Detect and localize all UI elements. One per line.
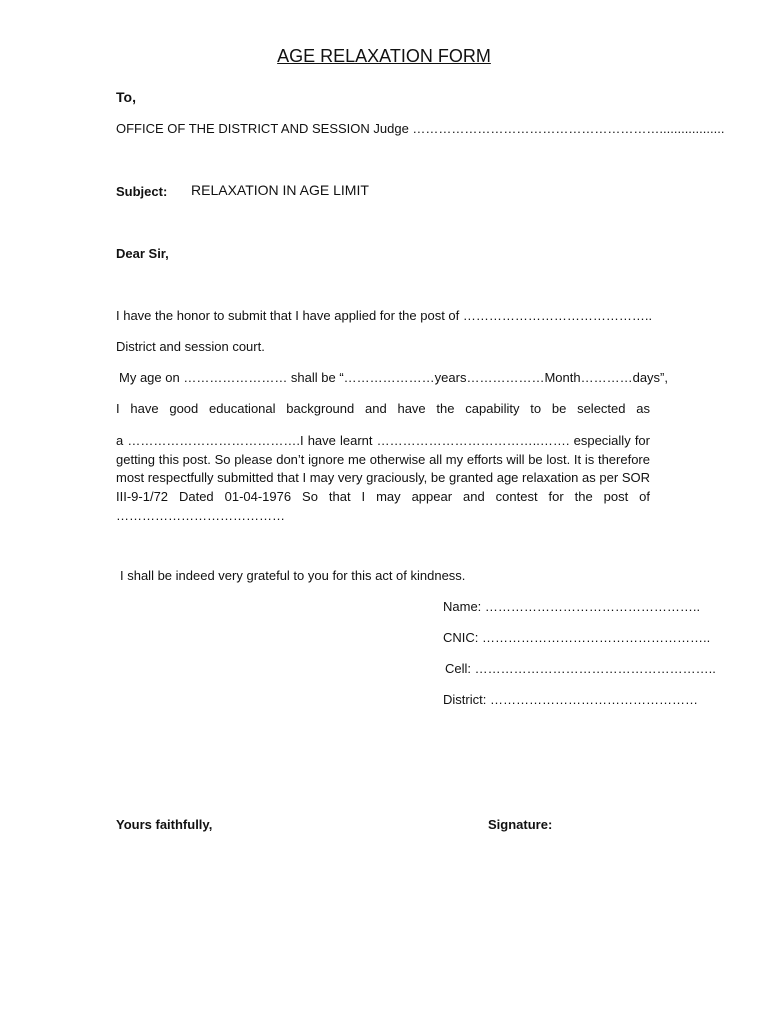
salutation: Dear Sir, <box>116 246 169 261</box>
paragraph-grateful: I shall be indeed very grateful to you for this act of kindness. <box>120 568 466 583</box>
form-title: AGE RELAXATION FORM <box>277 46 491 66</box>
district-field: District: ………………………………………… <box>443 692 698 707</box>
closing: Yours faithfully, <box>116 817 213 832</box>
office-line: OFFICE OF THE DISTRICT AND SESSION Judge ………………………………………………….................. <box>116 121 725 136</box>
paragraph-court: District and session court. <box>116 339 265 354</box>
paragraph-age: My age on …………………… shall be “…………………years………………Month…………days”, <box>119 370 668 385</box>
paragraph-background: I have good educational background and have the capability to be selected as <box>116 401 650 416</box>
to-label: To, <box>116 89 136 105</box>
name-field: Name: ………………………………………….. <box>443 599 701 614</box>
subject-label: Subject: <box>116 184 168 199</box>
signature-label: Signature: <box>488 817 553 832</box>
paragraph-main: a ………………………………….I have learnt ………………………………..……. especially for getting this post. So please don’t ignore me otherwise all my efforts will be lost. It is therefore most respectfully submitted that I may very graciously, be granted age relaxation as per SOR III-9-1/72 Dated 01-04-1976 So that I may appear and contest for the post of ………………………………… <box>116 433 650 523</box>
cell-field: Cell: ……………………………………………….. <box>445 661 716 676</box>
subject-text: RELAXATION IN AGE LIMIT <box>191 182 369 198</box>
cnic-field: CNIC: …………………………………………….. <box>443 630 711 645</box>
paragraph-post: I have the honor to submit that I have applied for the post of …………………………………….. <box>116 308 653 323</box>
